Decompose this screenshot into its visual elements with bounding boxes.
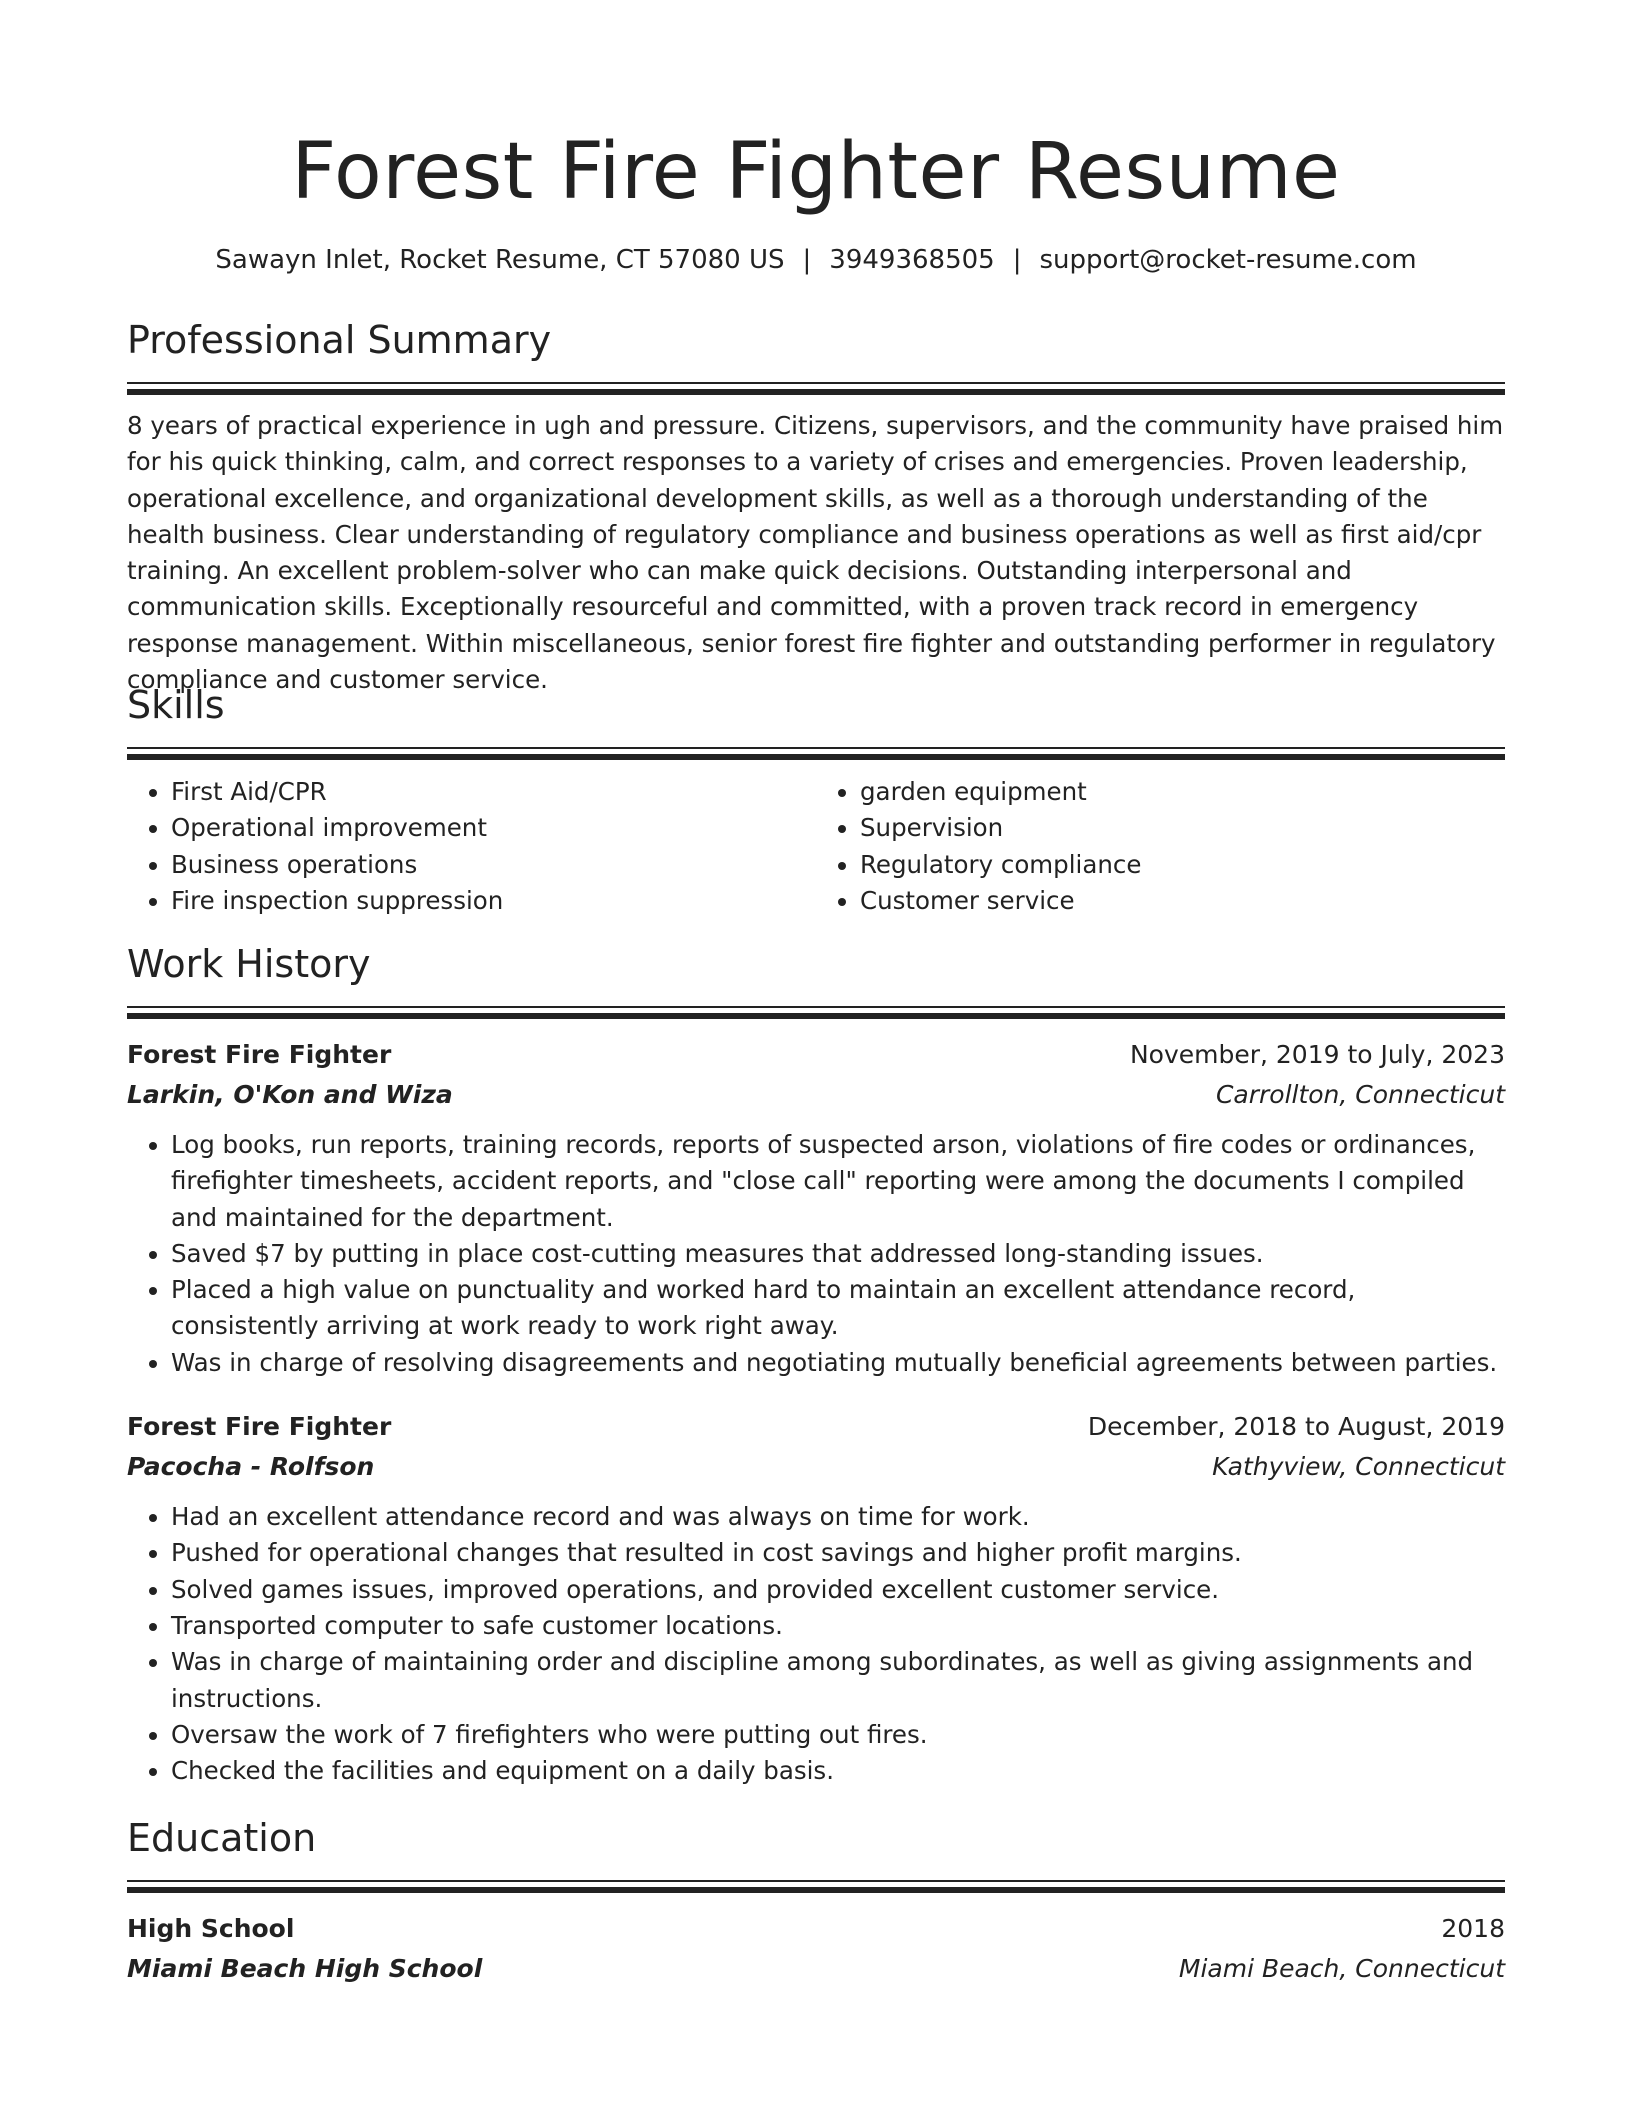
- skill-item: • garden equipment: [860, 774, 1505, 810]
- education-header: [127, 1909, 1505, 1949]
- education-school: Miami Beach High School: [127, 1954, 483, 1983]
- job-bullet: • Oversaw the work of 7 firefighters who were putting out fires.: [171, 1717, 1505, 1753]
- work-history-section: [127, 940, 1505, 1789]
- job-bullet: • Solved games issues, improved operations, and provided excellent customer service.: [171, 1572, 1505, 1608]
- job-bullet: • Saved $7 by putting in place cost-cutting measures that addressed long-standing issues.: [171, 1236, 1505, 1272]
- section-rule: [127, 1006, 1505, 1017]
- section-title-summary: Professional Summary: [127, 318, 552, 362]
- skill-item: • Supervision: [860, 810, 1505, 846]
- job-company: Pacocha - Rolfson: [127, 1452, 375, 1482]
- job-bullet: • Pushed for operational changes that resulted in cost savings and higher profit margins.: [171, 1535, 1505, 1571]
- skills-column-right: [816, 774, 1505, 919]
- contact-separator: |: [802, 245, 812, 275]
- skill-item: • Customer service: [860, 883, 1505, 919]
- job-entry: [127, 1035, 1505, 1381]
- job-dates: December, 2018 to August, 2019: [1087, 1412, 1505, 1442]
- skills-section: [127, 681, 1505, 919]
- job-location: Kathyview, Connecticut: [1212, 1452, 1505, 1482]
- job-title: Forest Fire Fighter: [127, 1412, 392, 1442]
- job-bullets: [127, 1127, 1505, 1381]
- contact-phone: 3949368505: [829, 245, 995, 275]
- job-entry: [127, 1407, 1505, 1789]
- education-section: [127, 1814, 1505, 1989]
- section-rule: [127, 747, 1505, 758]
- job-bullet: • Placed a high value on punctuality and worked hard to maintain an excellent attendance record, consistently arriving at work ready to work right away.: [171, 1272, 1505, 1345]
- education-subheader: [127, 1949, 1505, 1989]
- skill-item: • First Aid/CPR: [171, 774, 816, 810]
- job-location: Carrollton, Connecticut: [1215, 1080, 1505, 1109]
- education-entry: [127, 1909, 1505, 1989]
- contact-address: Sawayn Inlet, Rocket Resume, CT 57080 US: [215, 245, 785, 275]
- summary-text: 8 years of practical experience in ugh and pressure. Citizens, supervisors, and the community have praised him for his quick thinking, calm, and correct responses to a variety of crises and emergencies. Proven leadership, operational excellence, and organizational development skills, as well as a thorough understanding of the health business. Clear understanding of regulatory compliance and business operations as well as first aid/cpr training. An excellent problem-solver who can make quick decisions. Outstanding interpersonal and communication skills. Exceptionally resourceful and committed, with a proven track record in emergency response management. Within miscellaneous, senior forest fire fighter and outstanding performer in regulatory compliance and customer service.: [127, 411, 1504, 695]
- resume-title: Forest Fire Fighter Resume: [291, 127, 1341, 217]
- skill-item: • Operational improvement: [171, 810, 816, 846]
- skills-list: [127, 774, 1505, 919]
- job-bullet: • Was in charge of resolving disagreements and negotiating mutually beneficial agreements between parties.: [171, 1345, 1505, 1381]
- education-location: Miami Beach, Connecticut: [1178, 1954, 1505, 1983]
- summary-section: [127, 316, 1505, 698]
- section-rule: [127, 1880, 1505, 1891]
- job-header: [127, 1035, 1505, 1075]
- job-bullet: • Transported computer to safe customer locations.: [171, 1608, 1505, 1644]
- section-title-skills: Skills: [127, 683, 225, 727]
- job-bullet: • Was in charge of maintaining order and discipline among subordinates, as well as giving assignments and instructions.: [171, 1644, 1505, 1717]
- job-title: Forest Fire Fighter: [127, 1040, 392, 1069]
- job-bullet: • Had an excellent attendance record and was always on time for work.: [171, 1499, 1505, 1535]
- section-rule: [127, 382, 1505, 393]
- section-title-work: Work History: [127, 942, 371, 986]
- job-bullet: • Log books, run reports, training records, reports of suspected arson, violations of fire codes or ordinances, firefighter timesheets, accident reports, and "close call" reporting were among the documents I compiled and maintained for the department.: [171, 1127, 1505, 1236]
- job-subheader: [127, 1447, 1505, 1487]
- contact-line: [127, 244, 1505, 276]
- skills-column-left: [127, 774, 816, 919]
- section-title-education: Education: [127, 1816, 317, 1860]
- job-subheader: [127, 1075, 1505, 1115]
- skill-item: • Business operations: [171, 847, 816, 883]
- job-bullet: • Checked the facilities and equipment on a daily basis.: [171, 1753, 1505, 1789]
- job-bullets: [127, 1499, 1505, 1789]
- job-company: Larkin, O'Kon and Wiza: [127, 1080, 453, 1109]
- education-degree: High School: [127, 1914, 295, 1943]
- skill-item: • Fire inspection suppression: [171, 883, 816, 919]
- contact-email[interactable]: support@rocket-resume.com: [1039, 245, 1417, 275]
- job-dates: November, 2019 to July, 2023: [1129, 1040, 1505, 1069]
- contact-separator: |: [1012, 245, 1022, 275]
- job-header: [127, 1407, 1505, 1447]
- education-year: 2018: [1441, 1914, 1505, 1943]
- skill-item: • Regulatory compliance: [860, 847, 1505, 883]
